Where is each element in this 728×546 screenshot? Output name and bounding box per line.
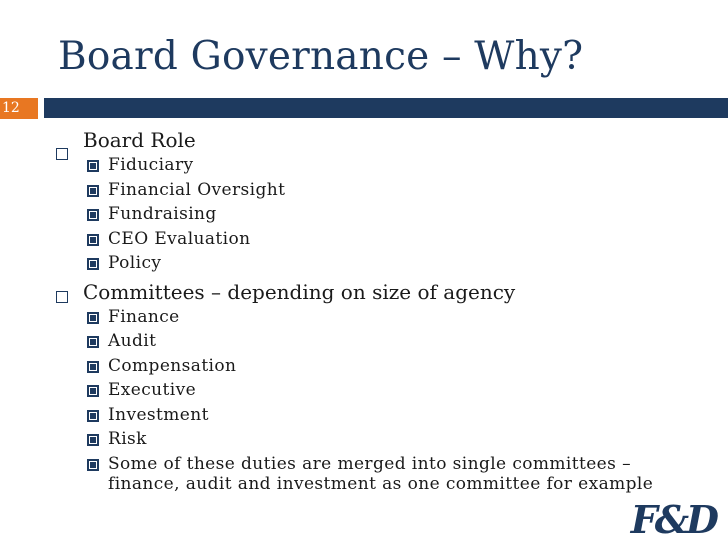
bullet-filled-square-icon <box>87 410 99 422</box>
list-item: Financial Oversight <box>108 180 286 200</box>
list-item-note-line-2: finance, audit and investment as one committee for example <box>108 474 654 494</box>
list-item: Risk <box>108 429 147 449</box>
bullet-square-icon <box>56 148 68 160</box>
list-item: CEO Evaluation <box>108 229 251 249</box>
list-item: Fundraising <box>108 204 217 224</box>
section-heading-committees: Committees – depending on size of agency <box>83 280 516 304</box>
bullet-filled-square-icon <box>87 185 99 197</box>
bullet-filled-square-icon <box>87 361 99 373</box>
bullet-filled-square-icon <box>87 258 99 270</box>
bullet-filled-square-icon <box>87 336 99 348</box>
list-item: Investment <box>108 405 209 425</box>
list-item: Policy <box>108 253 162 273</box>
bullet-filled-square-icon <box>87 160 99 172</box>
bullet-filled-square-icon <box>87 312 99 324</box>
slide-title: Board Governance – Why? <box>58 34 584 79</box>
list-item-note-line-1: Some of these duties are merged into single committees – <box>108 454 631 474</box>
bullet-square-icon <box>56 291 68 303</box>
list-item: Audit <box>108 331 157 351</box>
title-rule <box>44 98 728 118</box>
bullet-filled-square-icon <box>87 209 99 221</box>
bullet-filled-square-icon <box>87 234 99 246</box>
list-item: Fiduciary <box>108 155 194 175</box>
slide-number: 12 <box>2 100 20 116</box>
bullet-filled-square-icon <box>87 459 99 471</box>
bullet-filled-square-icon <box>87 434 99 446</box>
company-logo: F&D <box>630 497 716 542</box>
section-heading-board-role: Board Role <box>83 128 196 152</box>
bullet-filled-square-icon <box>87 385 99 397</box>
list-item: Compensation <box>108 356 237 376</box>
list-item: Finance <box>108 307 180 327</box>
list-item: Executive <box>108 380 197 400</box>
